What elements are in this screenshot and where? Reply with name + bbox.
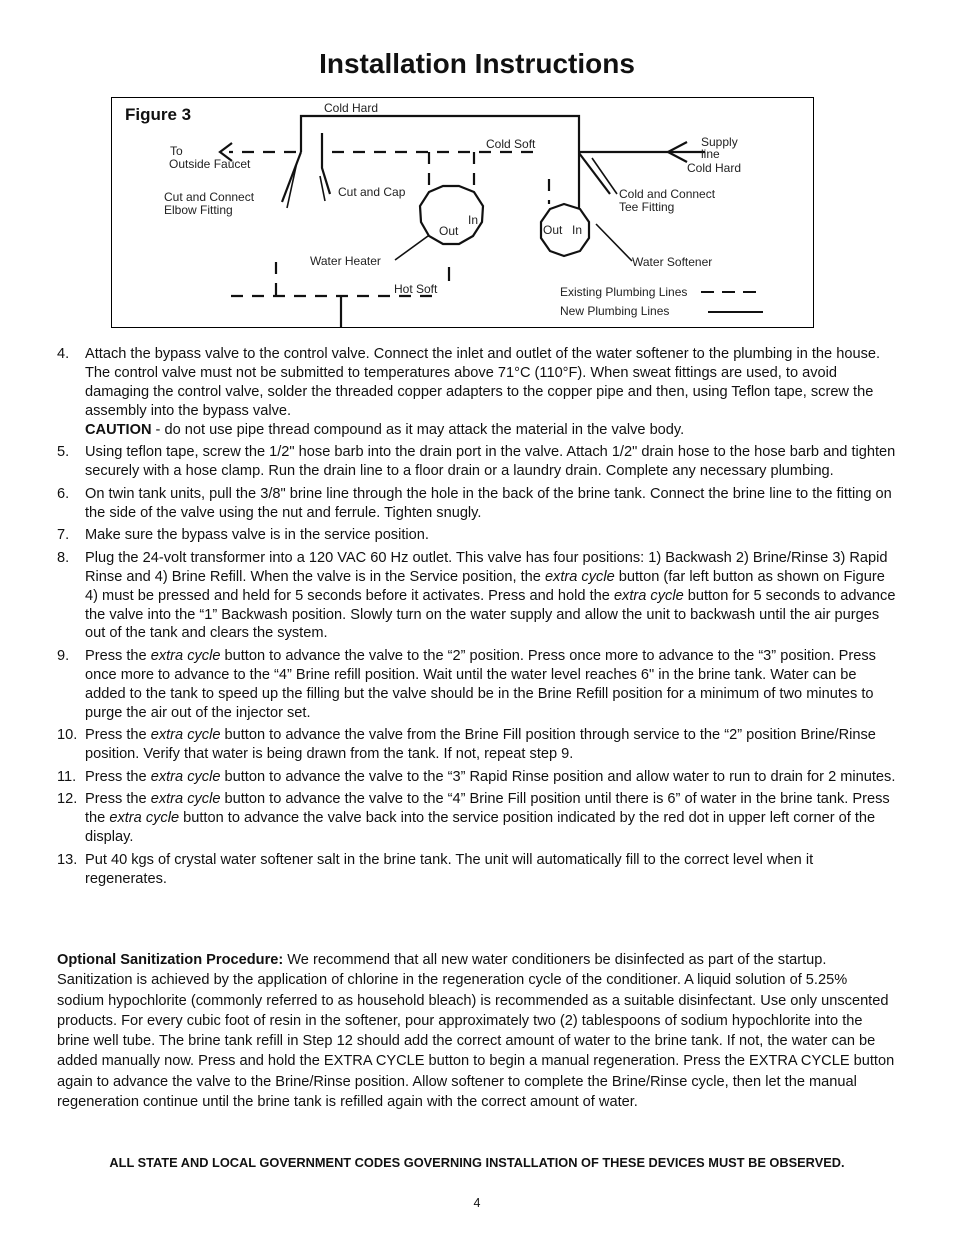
button-name-emphasis: extra cycle <box>613 587 684 604</box>
step-text: button for 5 seconds to advance the valve into the “1” Backwash position. Slowly turn on the water supply and allow the unit to backwash until the air purges out of the tank and clears the system. <box>85 587 896 642</box>
step-number: 6. <box>57 485 70 502</box>
step-text: button to advance the valve back into the service position indicated by the red dot in upper left corner of the display. <box>85 810 876 846</box>
step-text: Press the <box>85 648 151 665</box>
step-number: 9. <box>57 648 70 665</box>
step-number: 13. <box>57 851 78 868</box>
caution-label: CAUTION <box>85 421 152 438</box>
label-cold-hard-top: Cold Hard <box>324 101 379 115</box>
label-supply: Supply <box>701 135 738 149</box>
button-name-emphasis: extra cycle <box>109 810 180 827</box>
button-name-emphasis: extra cycle <box>544 568 615 585</box>
step-text: button (far left button as shown on Figure 4) must be pressed and held for 5 seconds before it activates. Press and hold the <box>85 568 885 604</box>
page-title: Installation Instructions <box>319 48 635 79</box>
label-cut-connect-2: Elbow Fitting <box>164 203 233 217</box>
label-heater-out: Out <box>439 224 459 238</box>
legend-existing-lines: Existing Plumbing Lines <box>560 285 688 299</box>
step-item <box>57 526 897 545</box>
step-text: button to advance the valve from the Brine Fill position through service to the “2” position Brine/Rinse position. Verify that water is being drawn from the tank. If not, repeat step 9. <box>85 727 876 763</box>
step-text: Press the <box>85 768 151 785</box>
label-softener-out: Out <box>543 223 563 237</box>
label-cold-soft: Cold Soft <box>486 137 536 151</box>
step-text: Using teflon tape, screw the 1/2" hose barb into the drain port in the valve. Attach 1/2" drain hose to the hose barb and tighten securely with a hose clamp. Run the drain line to a floor drain or a laundry drain. Complete any necessary plumbing. <box>85 444 896 480</box>
label-heater-in: In <box>468 213 479 227</box>
legend-new-lines: New Plumbing Lines <box>560 304 670 318</box>
sanitization-paragraph <box>57 950 897 1112</box>
step-item <box>57 443 897 481</box>
plumbing-diagram <box>112 98 813 327</box>
codes-notice: ALL STATE AND LOCAL GOVERNMENT CODES GOVERNING INSTALLATION OF THESE DEVICES MUST BE OBSERVED. <box>109 1155 845 1170</box>
label-water-softener: Water Softener <box>632 255 713 269</box>
step-text: Press the <box>85 791 151 808</box>
step-item <box>57 647 897 723</box>
label-cold-connect-1: Cold and Connect <box>619 187 716 201</box>
label-cut-connect-1: Cut and Connect <box>164 190 255 204</box>
label-outside-faucet: Outside Faucet <box>169 157 251 171</box>
sanitization-heading: Optional Sanitization Procedure: <box>57 952 284 968</box>
label-softener-in: In <box>572 223 583 237</box>
caution-text: - do not use pipe thread compound as it may attack the material in the valve body. <box>151 421 685 438</box>
step-text: Attach the bypass valve to the control valve. Connect the inlet and outlet of the water softener to the plumbing in the house. The control valve must not be submitted to temperatures above 71°C (110°F). When sweat fittings are used, to avoid damaging the control valve, solder the threaded copper adapters to the copper pipe and then, using Teflon tape, screw the assembly into the bypass valve. <box>85 346 881 419</box>
step-text: Make sure the bypass valve is in the service position. <box>85 527 429 544</box>
figure-3-plumbing-diagram <box>111 97 814 328</box>
step-number: 11. <box>57 768 77 785</box>
label-hot-soft: Hot Soft <box>394 282 438 296</box>
page-number: 4 <box>473 1196 481 1210</box>
label-water-heater: Water Heater <box>310 254 381 268</box>
label-cut-and-cap: Cut and Cap <box>338 185 406 199</box>
step-text: button to advance the valve to the “4” Brine Fill position until there is 6” of water in the brine tank. Press the <box>85 791 890 827</box>
sanitization-text: We recommend that all new water conditioners be disinfected as part of the startup. Sanitization is achieved by the application of chlorine in the regeneration cycle of the conditioner. A liquid solution of 5.25% sodium hypochlorite (commonly referred to as household bleach) is recommended as a suitable disinfectant. Use only unscented products. For every cubic foot of resin in the softener, pour approximately two (2) tablespoons of sodium hypochlorite into the brine well tube. The brine tank refill in Step 12 should add the correct amount of water to the brine tank. If not, the water can be added manually now. Press and hold the EXTRA CYCLE button to begin a manual regeneration. Press the EXTRA CYCLE button again to advance the valve to the Brine/Rinse position. Allow softener to complete the Brine/Rinse cycle, then let the manual regeneration continue until the brine tank is refilled again with the correct amount of water. <box>57 952 895 1111</box>
existing-plumbing-lines <box>229 152 549 296</box>
figure-label: Figure 3 <box>125 105 192 124</box>
label-cold-hard-supply: Cold Hard <box>687 161 742 175</box>
button-name-emphasis: extra cycle <box>150 791 221 808</box>
button-name-emphasis: extra cycle <box>150 727 221 744</box>
step-item <box>57 485 897 523</box>
step-number: 10. <box>57 727 78 744</box>
button-name-emphasis: extra cycle <box>150 648 221 665</box>
step-text: Plug the 24-volt transformer into a 120 VAC 60 Hz outlet. This valve has four positions: 1) Backwash 2) Brine/Rinse 3) Rapid Rinse and 4) Brine Refill. When the valve is in the Service position, the <box>85 549 888 585</box>
button-name-emphasis: extra cycle <box>150 768 221 785</box>
label-supply-line: line <box>701 147 720 161</box>
step-number: 12. <box>57 791 78 808</box>
step-text: button to advance the valve to the “3” Rapid Rinse position and allow water to run to drain for 2 minutes. <box>220 768 896 785</box>
step-item <box>57 768 897 787</box>
label-to: To <box>170 144 183 158</box>
step-item <box>57 851 897 889</box>
step-text: button to advance the valve to the “2” position. Press once more to advance to the “3” position. Press once more to advance to the “4” Brine refill position. Wait until the water level reaches 6" in the brine tank. Water can be added to the tank to speed up the filling but the valve should be in the Brine Refill position for a minimum of two minutes to purge the air out of the injector set. <box>85 648 876 721</box>
step-item <box>57 726 897 764</box>
label-cold-connect-2: Tee Fitting <box>619 200 675 214</box>
step-item <box>57 790 897 847</box>
instruction-steps <box>57 345 897 892</box>
step-text: On twin tank units, pull the 3/8" brine line through the hole in the back of the brine tank. Connect the brine line to the fitting on the side of the valve using the nut and ferrule. Tighten snugly. <box>85 485 892 521</box>
caution-note <box>85 421 897 440</box>
step-text: Press the <box>85 727 151 744</box>
step-item <box>57 345 897 440</box>
step-number: 8. <box>57 549 70 566</box>
step-number: 4. <box>57 346 70 362</box>
step-item <box>57 549 897 644</box>
step-text: Put 40 kgs of crystal water softener salt in the brine tank. The unit will automatically fill to the correct level when it regenerates. <box>85 851 814 887</box>
step-number: 5. <box>57 444 70 461</box>
step-number: 7. <box>57 527 70 544</box>
